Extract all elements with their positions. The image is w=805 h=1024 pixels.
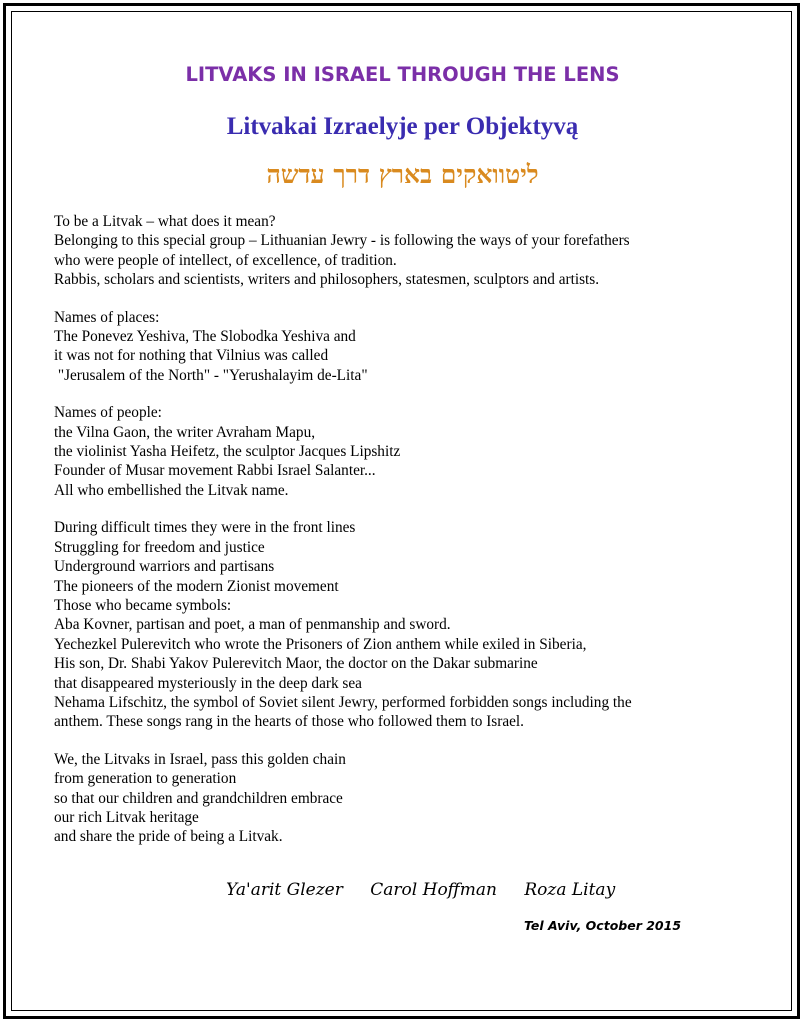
text-line: who were people of intellect, of excellence, of tradition. (54, 251, 397, 269)
text-line: so that our children and grandchildren embrace (54, 789, 343, 807)
text-line: Names of places: (54, 308, 160, 326)
text-line: Yechezkel Pulerevitch who wrote the Prisoners of Zion anthem while exiled in Siberia, (54, 635, 587, 653)
paragraph (54, 212, 774, 290)
text-line: We, the Litvaks in Israel, pass this golden chain (54, 750, 346, 768)
title-hebrew: ליטוואקים בארץ דרך עדשה (266, 160, 539, 189)
text-line: To be a Litvak – what does it mean? (54, 213, 276, 230)
text-line: anthem. These songs rang in the hearts of those who followed them to Israel. (54, 713, 524, 731)
text-line: our rich Litvak heritage (54, 808, 199, 826)
body-text (54, 212, 774, 865)
text-line: Underground warriors and partisans (54, 558, 275, 576)
paragraph (54, 308, 774, 386)
text-line: All who embellished the Litvak name. (54, 481, 289, 499)
signatures (226, 880, 615, 900)
text-line: His son, Dr. Shabi Yakov Pulerevitch Maor, the doctor on the Dakar submarine (54, 655, 538, 673)
text-line: The pioneers of the modern Zionist movement (54, 577, 339, 595)
text-line: "Jerusalem of the North" - "Yerushalayim de-Lita" (54, 366, 368, 384)
text-line: Struggling for freedom and justice (54, 538, 265, 556)
text-line: Names of people: (54, 404, 162, 422)
signature-3: Roza Litay (524, 880, 616, 900)
text-line: from generation to generation (54, 770, 237, 788)
paragraph (54, 518, 774, 731)
paragraph (54, 750, 774, 847)
place-date: Tel Aviv, October 2015 (524, 918, 682, 933)
text-line: Those who became symbols: (54, 596, 232, 614)
text-line: Nehama Lifschitz, the symbol of Soviet silent Jewry, performed forbidden songs including the (54, 693, 632, 711)
text-line: the violinist Yasha Heifetz, the sculptor Jacques Lipshitz (54, 443, 401, 461)
paragraph (54, 403, 774, 500)
text-line: Founder of Musar movement Rabbi Israel Salanter... (54, 462, 376, 480)
text-line: it was not for nothing that Vilnius was called (54, 347, 329, 365)
text-line: that disappeared mysteriously in the deep dark sea (54, 674, 362, 692)
text-line: Rabbis, scholars and scientists, writers and philosophers, statesmen, sculptors and artists. (54, 271, 600, 289)
signature-2: Carol Hoffman (370, 880, 497, 900)
text-line: Belonging to this special group – Lithuanian Jewry - is following the ways of your forefathers (54, 232, 630, 250)
text-line: The Ponevez Yeshiva, The Slobodka Yeshiva and (54, 328, 356, 346)
text-line: Aba Kovner, partisan and poet, a man of penmanship and sword. (54, 616, 451, 634)
title-lithuanian: Litvakai Izraelyje per Objektyvą (226, 113, 579, 140)
signature-1: Ya'arit Glezer (226, 880, 343, 900)
text-line: and share the pride of being a Litvak. (54, 828, 283, 846)
text-line: During difficult times they were in the front lines (54, 519, 356, 537)
text-line: the Vilna Gaon, the writer Avraham Mapu, (54, 423, 316, 441)
title-english: LITVAKS IN ISRAEL THROUGH THE LENS (185, 63, 620, 86)
